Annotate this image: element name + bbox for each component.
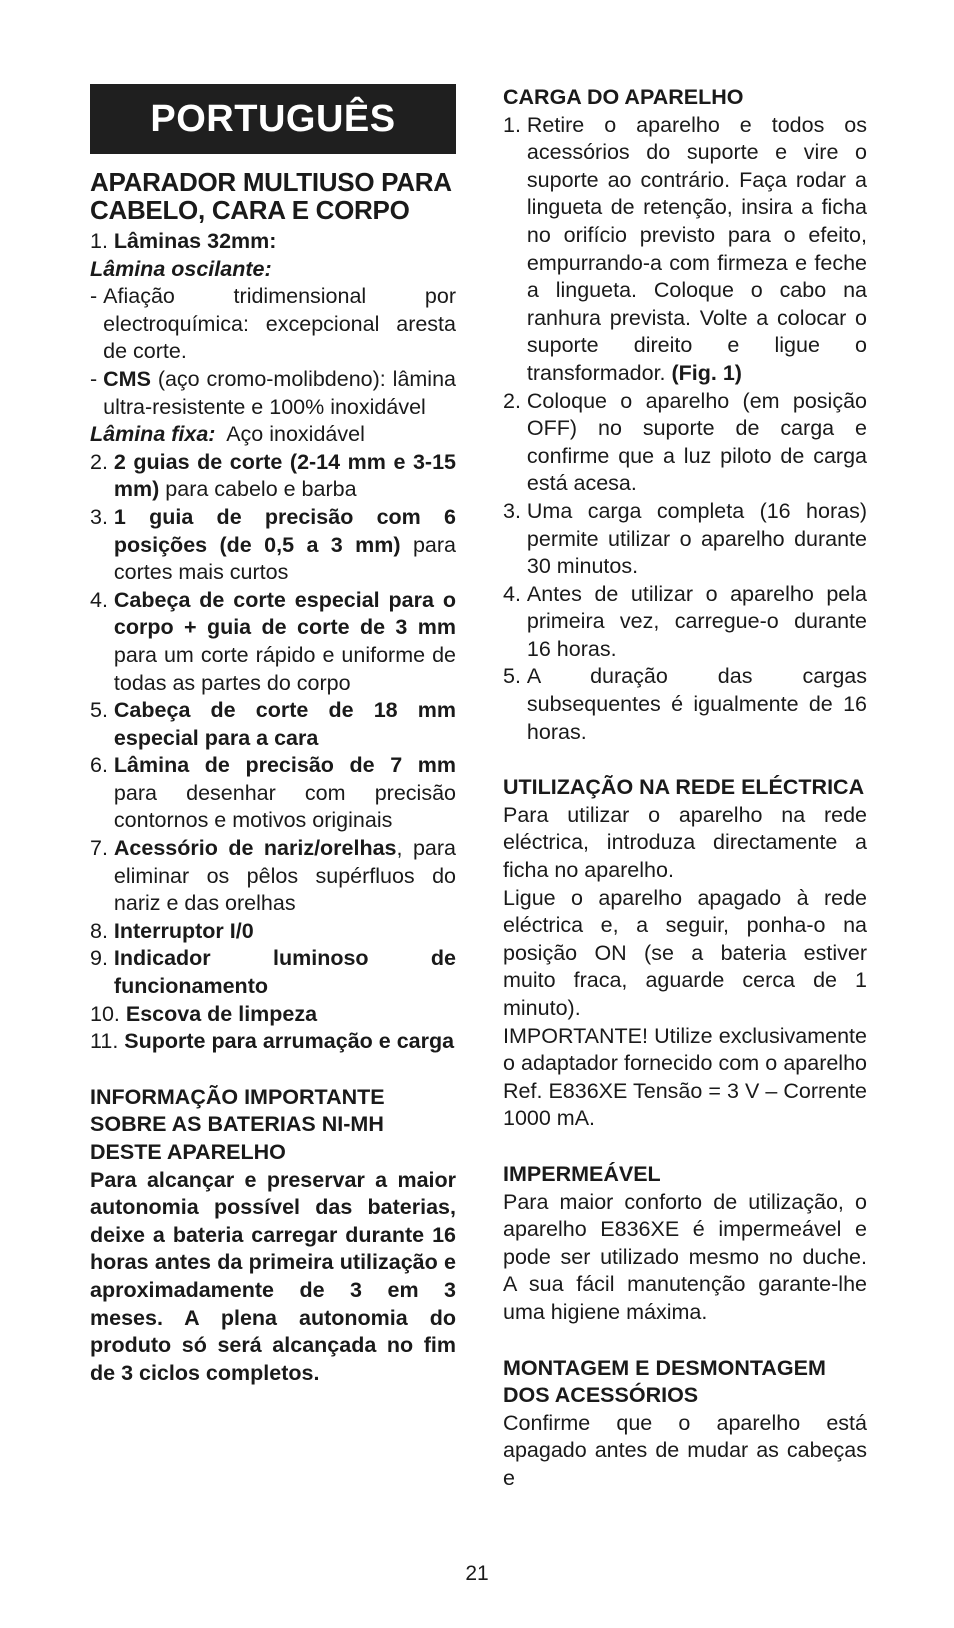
dash-bullet: -: [90, 284, 104, 309]
item-number: 4.: [90, 587, 114, 612]
list-item: [90, 283, 456, 366]
language-banner: PORTUGUÊS: [90, 84, 456, 154]
spacer: [90, 1056, 456, 1084]
mains-heading: UTILIZAÇÃO NA REDE ELÉCTRICA: [503, 775, 865, 800]
item-number: 10.: [90, 1001, 126, 1026]
figure-reference: (Fig. 1): [671, 360, 742, 385]
item-number: 5.: [503, 664, 527, 689]
subheading-fixed-blade: Lâmina fixa:: [90, 422, 216, 447]
mains-paragraph-3: IMPORTANTE! Utilize exclusivamente o adaptador fornecido com o aparelho Ref. E836XE Tensão = 3 V – Corrente 1000 mA.: [503, 1023, 867, 1131]
list-item: [90, 1001, 456, 1029]
list-item: [90, 945, 456, 1000]
item-bold-text: Suporte para arrumação e carga: [124, 1029, 455, 1054]
assembly-heading: MONTAGEM E DESMONTAGEM DOS ACESSÓRIOS: [503, 1355, 826, 1408]
dash-bullet: -: [90, 366, 104, 391]
item-bold-text: Indicador luminoso de funcionamento: [113, 946, 456, 999]
item-number: 3.: [503, 498, 527, 523]
item-number: 11.: [90, 1029, 125, 1054]
item-bold-text: Lâmina de precisão de 7 mm: [113, 753, 456, 778]
spacer: [503, 1133, 867, 1161]
fixed-blade-text: Aço inoxidável: [215, 422, 365, 447]
list-item: [503, 112, 867, 388]
page-number: 21: [465, 1562, 489, 1585]
left-column: [90, 84, 456, 1387]
list-item: [90, 366, 456, 421]
item-number: 3.: [90, 504, 114, 529]
waterproof-heading: IMPERMEÁVEL: [503, 1161, 661, 1186]
battery-info-text: Para alcançar e preservar a maior autonomia possível das baterias, deixe a bateria carregar durante 16 horas antes da primeira utilização e aproximadamente de 3 em 3 meses. A plena autonomia do produto só será alcançada no fim de 3 ciclos completos.: [90, 1167, 456, 1385]
item-bold-text: Interruptor I/0: [113, 918, 254, 943]
item-text: para cabelo e barba: [159, 477, 357, 502]
list-item: [90, 1028, 456, 1056]
assembly-text: Confirme que o aparelho está apagado antes de mudar as cabeças e: [503, 1410, 867, 1490]
charging-heading: CARGA DO APARELHO: [503, 85, 744, 109]
item-bold-text: CMS: [103, 366, 151, 391]
battery-info-heading: INFORMAÇÃO IMPORTANTE SOBRE AS BATERIAS NI-MH DESTE APARELHO: [90, 1084, 385, 1164]
item-bold-text: Escova de limpeza: [125, 1001, 318, 1026]
item-text: Uma carga completa (16 horas) permite utilizar o aparelho durante 30 minutos.: [526, 498, 867, 579]
item-number: 9.: [90, 946, 114, 971]
subheading-oscillating-blade: Lâmina oscilante:: [90, 256, 272, 281]
item-bold-text: Acessório de nariz/orelhas: [113, 836, 397, 861]
item-number: 2.: [503, 388, 527, 413]
list-item: [90, 697, 456, 752]
item-number: 4.: [503, 581, 527, 606]
item-text: (aço cromo-molibdeno): lâmina ultra-resistente e 100% inoxidável: [103, 366, 456, 419]
item-text: Antes de utilizar o aparelho pela primeira vez, carregue-o durante 16 horas.: [526, 581, 867, 661]
item-bold-text: 1 guia de precisão com 6 posições (de 0,5 a 3 mm): [113, 504, 456, 557]
spacer: [503, 1327, 867, 1355]
item-number: 5.: [90, 698, 114, 723]
item-text: para um corte rápido e uniforme de todas as partes do corpo: [113, 642, 456, 695]
item-bold-text: Cabeça de corte especial para o corpo + guia de corte de 3 mm: [113, 587, 456, 640]
item-number: 2.: [90, 449, 114, 474]
mains-paragraph-1: Para utilizar o aparelho na rede eléctrica, introduza directamente a ficha no aparelho.: [503, 802, 867, 883]
list-item: [90, 587, 456, 697]
item-text: para cortes mais curtos: [113, 532, 456, 585]
item-number: 1.: [503, 112, 527, 137]
item-number: 1.: [90, 229, 114, 253]
right-column: [503, 84, 867, 1493]
item-text: Retire o aparelho e todos os acessórios do suporte e vire o suporte ao contrário. Faça rodar a lingueta de retenção, insira a ficha no orifício previsto para o efeito, empurrando-a com firmeza e feche a lingueta. Coloque o cabo na ranhura prevista. Volte a colocar o suporte direito e ligue o transformador.: [526, 112, 867, 385]
list-item: [503, 663, 867, 746]
list-item: [90, 449, 456, 504]
item-text: Coloque o aparelho (em posição OFF) no suporte de carga e confirme que a luz piloto de carga está acesa.: [526, 388, 867, 496]
item-number: 7.: [90, 836, 114, 861]
list-item: [90, 918, 456, 946]
waterproof-text: Para maior conforto de utilização, o aparelho E836XE é impermeável e pode ser utilizado mesmo no duche. A sua fácil manutenção garante-lhe uma higiene máxima.: [503, 1189, 867, 1324]
item-bold-text: Lâminas 32mm:: [113, 229, 277, 253]
list-item: [90, 504, 456, 587]
item-text: para desenhar com precisão contornos e motivos originais: [113, 780, 456, 833]
spacer: [503, 746, 867, 774]
item-bold-text: 2 guias de corte (2-14 mm e 3-15 mm): [113, 449, 456, 502]
list-item: [90, 835, 456, 918]
component-list: [90, 449, 456, 1056]
list-item: [90, 228, 456, 256]
item-number: 8.: [90, 918, 114, 943]
mains-paragraph-2: Ligue o aparelho apagado à rede eléctrica e, a seguir, ponha-o na posição ON (se a bateria estiver muito fraca, aguarde cerca de 1 minuto).: [503, 885, 867, 1020]
section-title: APARADOR MULTIUSO PARA CABELO, CARA E CORPO: [90, 167, 451, 225]
item-text: , para eliminar os pêlos supérfluos do nariz e das orelhas: [113, 836, 456, 916]
list-item: [503, 498, 867, 581]
item-bold-text: Cabeça de corte de 18 mm especial para a cara: [113, 698, 456, 750]
list-item: [503, 581, 867, 664]
item-text: Afiação tridimensional por electroquímica: excepcional aresta de corte.: [103, 284, 456, 364]
fixed-blade-line: [90, 421, 456, 449]
list-item: [90, 752, 456, 835]
list-item: [503, 388, 867, 498]
item-number: 6.: [90, 753, 114, 778]
item-text: A duração das cargas subsequentes é igualmente de 16 horas.: [526, 664, 867, 744]
charging-steps: [503, 112, 867, 747]
